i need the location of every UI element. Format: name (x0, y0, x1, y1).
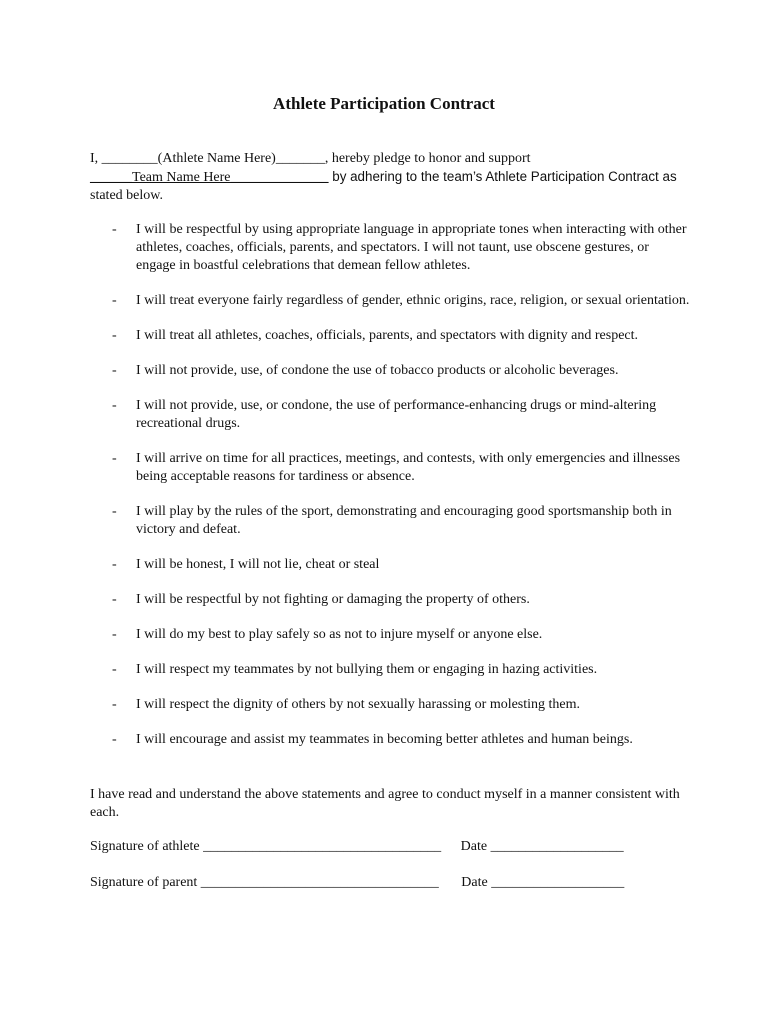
bullet-dash: - (112, 328, 117, 343)
bullet-dash: - (112, 697, 117, 712)
pledge-text: I will not provide, use, or condone, the use of performance-enhancing drugs or mind-altering recreational drugs. (136, 398, 657, 431)
bullet-dash: - (112, 732, 117, 747)
pledge-text: I will encourage and assist my teammates in becoming better athletes and human beings. (136, 732, 633, 747)
parent-date-label: Date (461, 875, 488, 890)
pledge-text: I will treat everyone fairly regardless of gender, ethnic origins, race, religion, or sexual orientation. (136, 293, 690, 308)
list-item (90, 556, 690, 574)
pledge-text: I will arrive on time for all practices, meetings, and contests, with only emergencies and illnesses being acceptable reasons for tardiness or absence. (136, 451, 681, 484)
bullet-dash: - (112, 662, 117, 677)
athlete-date-line[interactable]: ___________________ (490, 839, 624, 854)
bullet-dash: - (112, 293, 117, 308)
bullet-dash: - (112, 504, 117, 519)
pledge-text: I will respect my teammates by not bullying them or engaging in hazing activities. (136, 662, 598, 677)
pledge-text: I will be honest, I will not lie, cheat or steal (136, 557, 380, 572)
intro-paragraph (90, 150, 680, 205)
bullet-dash: - (112, 627, 117, 642)
list-item (90, 661, 690, 679)
bullet-dash: - (112, 222, 117, 237)
parent-signature-row (90, 874, 624, 892)
team-name-placeholder: Team Name Here (132, 170, 231, 185)
intro-line-2 (90, 168, 680, 187)
bullet-dash: - (112, 451, 117, 466)
athlete-name-blank-left[interactable]: ________ (101, 151, 158, 166)
athlete-date-label: Date (460, 839, 488, 854)
parent-date-line[interactable]: ___________________ (491, 875, 625, 890)
athlete-name-blank-right[interactable]: _______ (275, 151, 325, 166)
intro-prefix: I, (90, 151, 102, 166)
athlete-signature-line[interactable]: __________________________________ (203, 839, 442, 854)
page-title: Athlete Participation Contract (273, 94, 495, 113)
intro-pledge-text: , hereby pledge to honor and support (324, 151, 531, 166)
acknowledgement-paragraph: I have read and understand the above statements and agree to conduct myself in a manner consistent with each. (90, 787, 680, 820)
pledge-text: I will be respectful by using appropriate language in appropriate tones when interacting with other athletes, coaches, officials, parents, and spectators. I will not taunt, use obscene gestures, or engage in boastful celebrations that demean fellow athletes. (136, 222, 687, 273)
bullet-dash: - (112, 557, 117, 572)
athlete-name-placeholder[interactable]: (Athlete Name Here) (157, 151, 276, 166)
intro-line-3: stated below. (90, 188, 163, 203)
team-name-field[interactable] (90, 170, 329, 185)
list-item (90, 292, 690, 310)
list-item (90, 362, 690, 380)
pledge-text: I will be respectful by not fighting or damaging the property of others. (136, 592, 530, 607)
bullet-dash: - (112, 592, 117, 607)
parent-signature-line[interactable]: __________________________________ (200, 875, 439, 890)
list-item (90, 626, 690, 644)
pledge-text: I will do my best to play safely so as not to injure myself or anyone else. (136, 627, 543, 642)
team-name-blank-right: ______________ (230, 170, 329, 185)
pledge-text: I will not provide, use, of condone the use of tobacco products or alcoholic beverages. (136, 363, 619, 378)
intro-adhering-text: by adhering to the team’s Athlete Participation Contract as (328, 169, 677, 184)
list-item (90, 221, 690, 275)
bullet-dash: - (112, 398, 117, 413)
parent-signature-label: Signature of parent (90, 875, 198, 890)
pledge-text: I will play by the rules of the sport, demonstrating and encouraging good sportsmanship both in victory and defeat. (136, 504, 672, 537)
list-item (90, 327, 690, 345)
list-item (90, 731, 690, 749)
list-item (90, 503, 690, 539)
pledge-list (90, 221, 690, 766)
pledge-text: I will treat all athletes, coaches, officials, parents, and spectators with dignity and respect. (136, 328, 639, 343)
intro-line-1 (90, 150, 680, 168)
team-name-blank-left: ______ (90, 170, 132, 185)
pledge-text: I will respect the dignity of others by not sexually harassing or molesting them. (136, 697, 581, 712)
athlete-signature-label: Signature of athlete (90, 839, 200, 854)
bullet-dash: - (112, 363, 117, 378)
list-item (90, 591, 690, 609)
athlete-signature-row (90, 838, 624, 856)
list-item (90, 397, 690, 433)
list-item (90, 450, 690, 486)
list-item (90, 696, 690, 714)
